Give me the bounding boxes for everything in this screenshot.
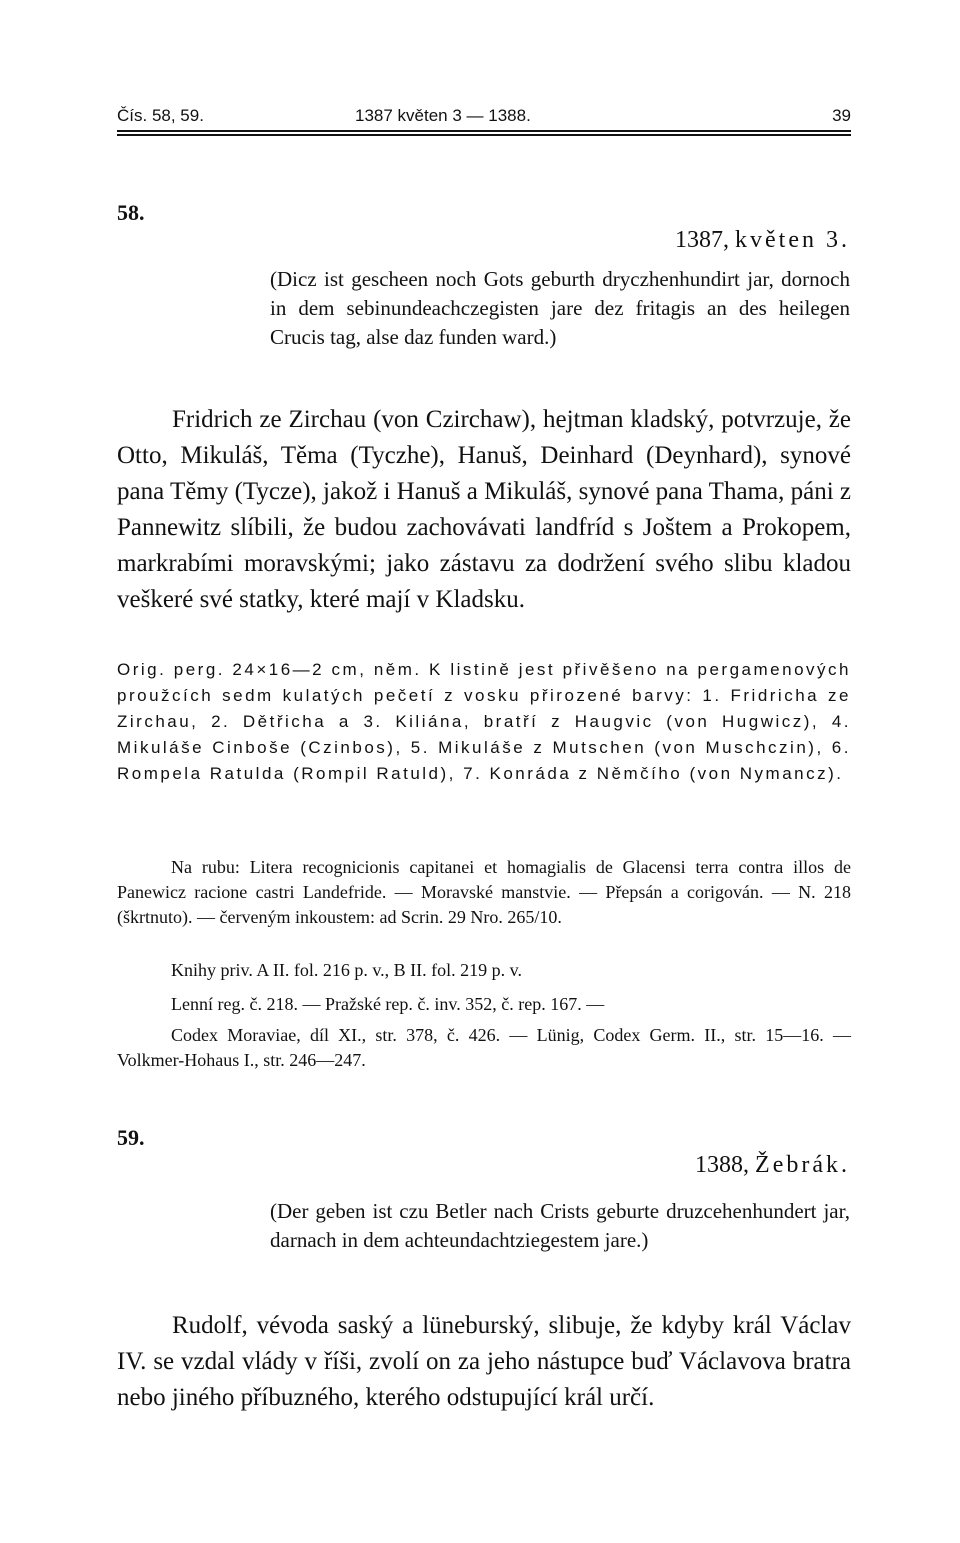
entry-58-original-description: Orig. perg. 24×16—2 cm, něm. K listině jest přivěšeno na pergamenových proužcích sedm kulatých pečetí z vosku přirozené barvy: 1. Fridricha ze Zirchau, 2. Dětřicha a 3. Kiliána, bratří z Haugvic (von Hugwicz), 4. Mikuláše Cinboše (Czinbos), 5. Mikuláše z Mutschen (von Muschczin), 6. Rompela Ratulda (Rompil Ratuld), 7. Konráda z Němčího (von Nymancz). [117,660,851,783]
entry-59-year: 1388, [695,1152,750,1178]
entry-58-year: 1387, [675,227,730,253]
entry-59-date [695,1152,850,1179]
entry-59-place: Žebrák. [755,1152,850,1178]
entry-58-german-dating: (Dicz ist gescheen noch Gots geburth dryczhenhundirt jar, dornoch in dem sebinundeachczegisten jare dez fritagis an des heilegen Crucis tag, alse daz funden ward.) [270,267,850,349]
entry-58-number: 58. [117,200,145,225]
header-rule-top [117,130,851,132]
entry-59-number: 59. [117,1125,145,1150]
running-header [117,106,851,126]
entry-58-ref-privileges: Knihy priv. A II. fol. 216 p. v., B II. fol. 219 p. v. [171,960,522,980]
entry-58-day: květen 3. [735,227,850,253]
entry-59-summary: Rudolf, vévoda saský a lüneburský, slibuje, že kdyby král Václav IV. se vzdal vlády v říši, zvolí on za jeho nástupce buď Václavova bratra nebo jiného příbuzného, kterého odstupující král určí. [117,1312,851,1411]
header-rule-bottom [117,134,851,136]
entry-58-ref-editions: Codex Moraviae, díl XI., str. 378, č. 426. — Lünig, Codex Germ. II., str. 15—16. — Volkmer-Hohaus I., str. 246—247. [117,1025,851,1070]
header-date-range: 1387 květen 3 — 1388. [355,106,531,125]
entry-59-german-dating: (Der geben ist czu Betler nach Crists geburte druzcehenhundert jar, darnach in dem achteundachtziegestem jare.) [270,1199,850,1252]
entry-58-verso-note: Na rubu: Litera recognicionis capitanei et homagialis de Glacensi terra contra illos de Panewicz racione castri Landefride. — Moravské manstvie. — Přepsán a corigován. — N. 218 (škrtnuto). — červeným inkoustem: ad Scrin. 29 Nro. 265/10. [117,857,851,927]
entry-58-ref-registers: Lenní reg. č. 218. — Pražské rep. č. inv. 352, č. rep. 167. — [171,994,605,1014]
entry-58-date [675,227,850,254]
page-number: 39 [832,106,851,125]
entry-58-summary: Fridrich ze Zirchau (von Czirchaw), hejtman kladský, potvrzuje, že Otto, Mikuláš, Těma (Tyczhe), Hanuš, Deinhard (Deynhard), synové pana Těmy (Tycze), jakož i Hanuš a Mikuláš, synové pana Thama, páni z Pannewitz slíbili, že budou zachovávati landfríd s Joštem a Prokopem, markrabími moravskými; jako zástavu za dodržení svého slibu kladou veškeré své statky, které mají v Kladsku. [117,406,851,613]
header-document-numbers: Čís. 58, 59. [117,106,204,125]
